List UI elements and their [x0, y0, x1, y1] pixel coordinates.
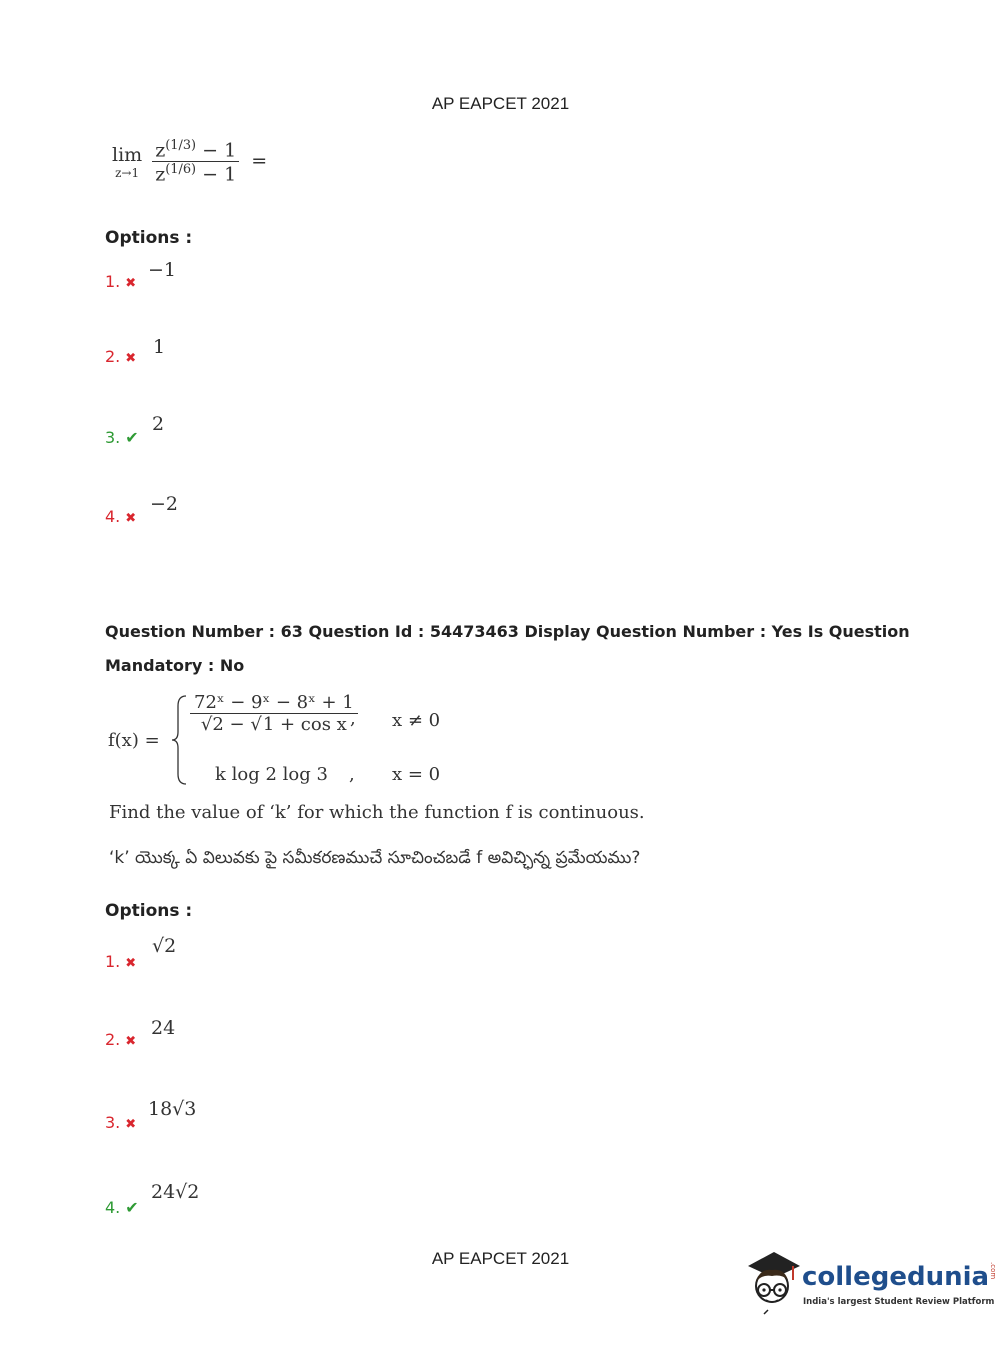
cross-icon: ✖: [125, 1033, 137, 1048]
cross-icon: ✖: [125, 510, 137, 525]
q63-option-4-value: 24√2: [151, 1181, 200, 1203]
option-number: 2.: [105, 347, 121, 366]
limit-word: lim: [112, 143, 143, 166]
option-number: 1.: [105, 272, 121, 291]
option-number: 4.: [105, 507, 121, 526]
fx-label: f(x) =: [108, 730, 160, 751]
equals-sign: =: [251, 149, 268, 172]
option-number: 1.: [105, 952, 121, 971]
case-2-condition: x = 0: [392, 764, 441, 785]
logo-tagline: India's largest Student Review Platform: [803, 1297, 995, 1307]
q62-option-4-value: −2: [150, 493, 179, 515]
case-1-numerator: 72ˣ − 9ˣ − 8ˣ + 1: [194, 692, 354, 713]
q63-info-line-1: Question Number : 63 Question Id : 54473463 Display Question Number : Yes Is Question: [105, 622, 910, 641]
q62-option-3-value: 2: [152, 413, 165, 435]
cross-icon: ✖: [125, 1116, 137, 1131]
q63-option-3: [105, 1113, 136, 1133]
fraction-denominator: $z^{(1/6)} - 1$: [152, 161, 239, 185]
q63-option-1-value: √2: [152, 935, 177, 957]
logo-name: collegedunia: [802, 1262, 990, 1292]
q62-option-1-value: −1: [148, 259, 177, 281]
q62-options-label: Options :: [105, 228, 193, 248]
collegedunia-logo: [742, 1250, 998, 1320]
case-2-comma: ,: [349, 764, 355, 785]
q63-info-line-2: Mandatory : No: [105, 656, 245, 675]
page-footer: AP EAPCET 2021: [431, 1249, 570, 1268]
case-2-expression: k log 2 log 3: [215, 764, 328, 785]
page-header: AP EAPCET 2021: [431, 94, 570, 113]
q63-option-4: [105, 1198, 139, 1218]
q62-limit-expression: [112, 138, 267, 186]
q63-english-text: Find the value of ‘k’ for which the function f is continuous.: [109, 802, 645, 823]
limit-fraction: [152, 138, 239, 186]
q63-option-1: [105, 952, 136, 972]
q63-options-label: Options :: [105, 901, 193, 921]
logo-suffix: .com: [989, 1262, 998, 1280]
case-1-condition: x ≠ 0: [392, 710, 441, 731]
option-number: 4.: [105, 1198, 121, 1217]
checkmark-icon: ✔: [125, 430, 139, 447]
case-1-denominator: √2 − √1 + cos x: [190, 713, 358, 735]
cross-icon: ✖: [125, 350, 137, 365]
q63-option-3-value: 18√3: [148, 1098, 197, 1120]
fraction-numerator: $z^{(1/3)} - 1$: [155, 138, 237, 162]
q62-option-4: [105, 507, 136, 527]
q62-option-2-value: 1: [153, 336, 166, 358]
case-1-comma: ,: [350, 708, 356, 729]
mascot-graduate-icon: [742, 1250, 802, 1316]
limit-subscript: z→1: [115, 165, 140, 180]
logo-wordmark: [802, 1262, 997, 1292]
left-brace: [170, 694, 188, 786]
checkmark-icon: ✔: [125, 1200, 139, 1217]
cross-icon: ✖: [125, 275, 137, 290]
option-number: 2.: [105, 1030, 121, 1049]
q62-option-1: [105, 272, 136, 292]
option-number: 3.: [105, 1113, 121, 1132]
option-number: 3.: [105, 428, 121, 447]
case-1-fraction: [190, 692, 358, 735]
q63-function-definition: [108, 690, 468, 790]
q63-option-2: [105, 1030, 136, 1050]
q63-option-2-value: 24: [151, 1017, 176, 1039]
cross-icon: ✖: [125, 955, 137, 970]
q63-telugu-text: ‘k’ యొక్క ఏ విలువకు పై సమీకరణముచే సూచించబడే f అవిచ్ఛిన్న ప్రమేయము?: [109, 848, 641, 868]
q62-option-3: [105, 428, 139, 448]
q62-option-2: [105, 347, 136, 367]
